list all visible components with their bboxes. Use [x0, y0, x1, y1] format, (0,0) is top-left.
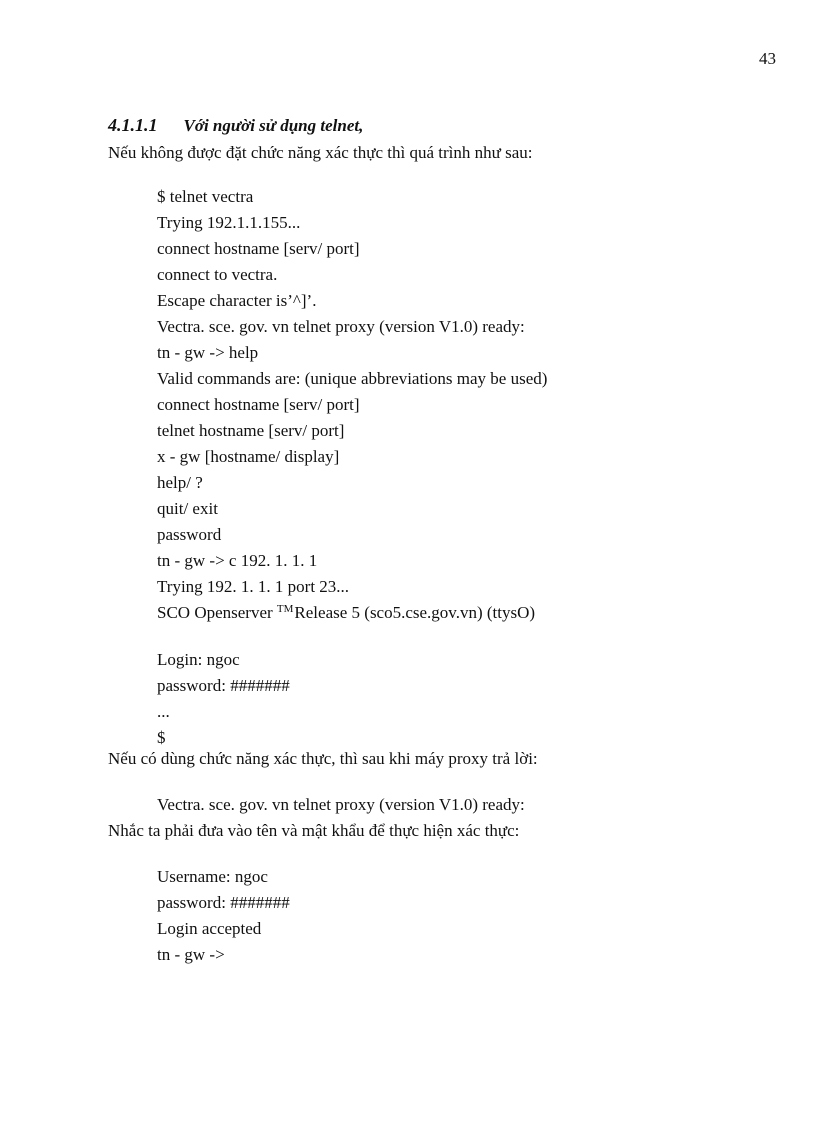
code-line: Vectra. sce. gov. vn telnet proxy (version V1.0) ready: [157, 317, 525, 336]
code-line: telnet hostname [serv/ port] [157, 421, 345, 440]
code-line: Username: ngoc [157, 867, 268, 886]
code-line: connect to vectra. [157, 265, 278, 284]
sco-prefix: SCO Openserver [157, 603, 277, 622]
code-line: password: ####### [157, 893, 290, 912]
section-title: Với người sử dụng telnet, [183, 116, 364, 135]
code-line: password: ####### [157, 676, 290, 695]
intro-no-auth-paragraph: Nếu không được đặt chức năng xác thực thì quá trình như sau: [108, 143, 533, 162]
code-line: tn - gw -> c 192. 1. 1. 1 [157, 551, 318, 570]
credentials-prompt-paragraph: Nhắc ta phải đưa vào tên và mật khẩu để thực hiện xác thực: [108, 821, 520, 840]
code-line: Trying 192.1.1.155... [157, 213, 301, 232]
telnet-session-no-auth [157, 184, 547, 751]
page-number: 43 [759, 49, 776, 68]
sco-suffix: Release 5 (sco5.cse.gov.vn) (ttysO) [294, 603, 536, 622]
code-line: help/ ? [157, 473, 203, 492]
proxy-ready-line: Vectra. sce. gov. vn telnet proxy (version V1.0) ready: [157, 795, 525, 814]
code-line: $ telnet vectra [157, 187, 254, 206]
trademark-mark: TM [276, 603, 294, 615]
code-line: tn - gw -> help [157, 343, 259, 362]
code-line: Trying 192. 1. 1. 1 port 23... [157, 577, 350, 596]
intro-with-auth-paragraph: Nếu có dùng chức năng xác thực, thì sau khi máy proxy trả lời: [108, 749, 538, 768]
code-line: x - gw [hostname/ display] [157, 447, 340, 466]
telnet-session-auth [157, 864, 290, 968]
code-line: Escape character is’^]’. [157, 291, 317, 310]
section-number: 4.1.1.1 [108, 115, 158, 135]
code-line: $ [157, 728, 166, 747]
section-heading [108, 115, 363, 136]
code-line: quit/ exit [157, 499, 218, 518]
sco-release-line [157, 600, 547, 626]
code-line: Login: ngoc [157, 650, 240, 669]
code-line: Login accepted [157, 919, 262, 938]
code-line: ... [157, 702, 170, 721]
code-line: Valid commands are: (unique abbreviations may be used) [157, 369, 548, 388]
code-line: connect hostname [serv/ port] [157, 239, 360, 258]
code-line: password [157, 525, 222, 544]
code-line: tn - gw -> [157, 945, 225, 964]
code-line: connect hostname [serv/ port] [157, 395, 360, 414]
